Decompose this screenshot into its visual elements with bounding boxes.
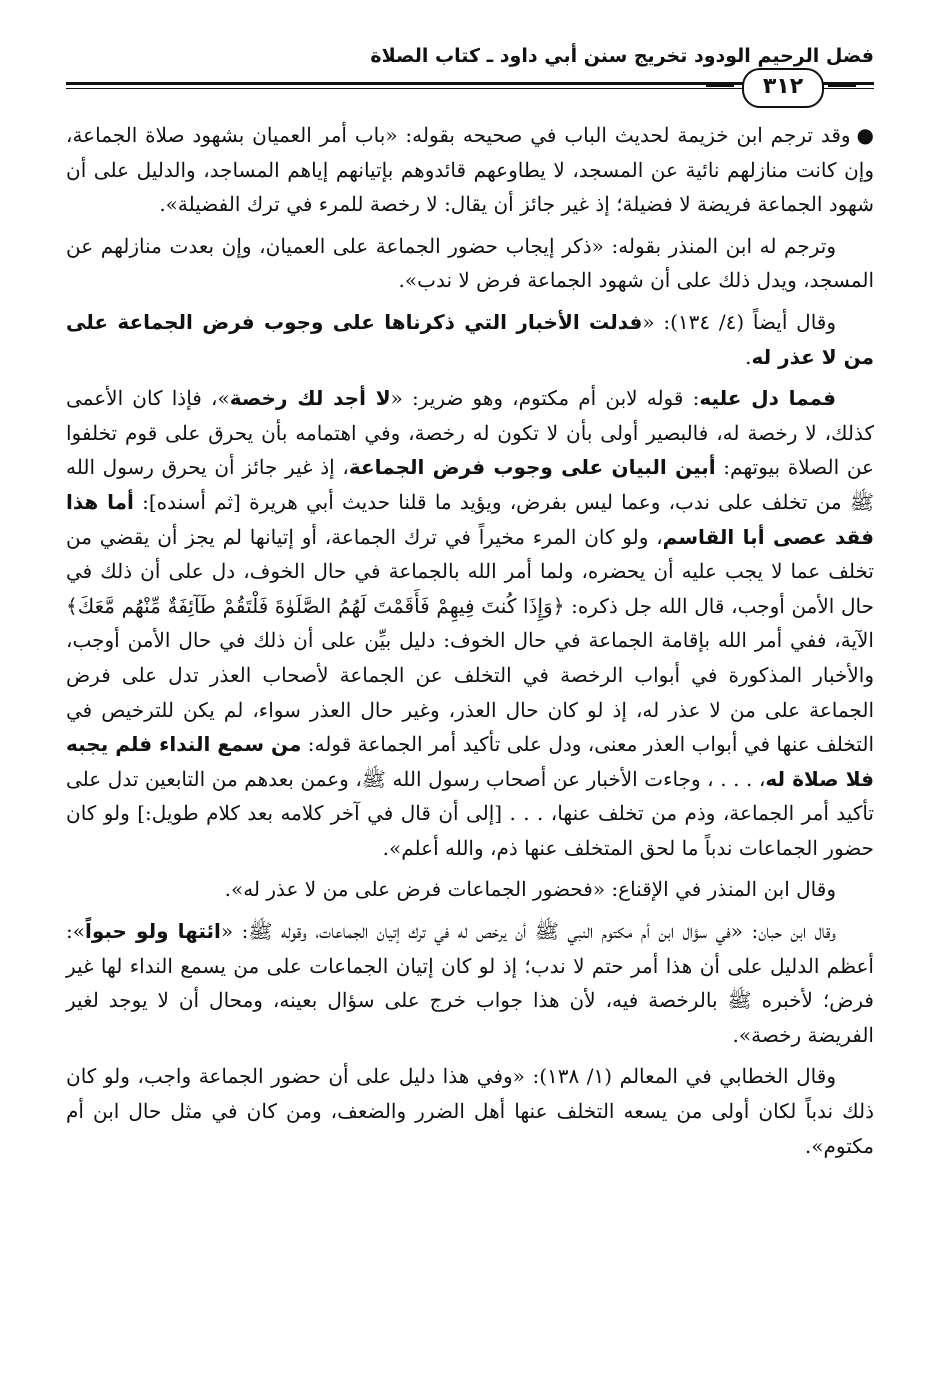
text-run: وترجم له ابن المنذر بقوله: «ذكر إيجاب حضور الجماعة على العميان، وإن بعدت منازلهم عن المسجد، ويدل ذلك على أن شهود الجماعة فرض لا ندب». xyxy=(66,233,874,293)
text-run: ، إذ غير جائز أن يحرق رسول الله ﷺ من تخلف على ندب، وعما ليس بفرض، ويؤيد ما قلنا حديث أبي هريرة [ثم أسنده]: xyxy=(66,455,874,514)
running-header-title: فضل الرحيم الودود تخريج سنن أبي داود ـ كتاب الصلاة xyxy=(370,45,874,67)
text-run: . xyxy=(745,344,752,369)
folio-ornament-left xyxy=(706,84,734,87)
paragraph xyxy=(66,229,874,298)
section-bullet-icon: ● xyxy=(856,123,874,147)
text-run: ، . . . ، وجاءت الأخبار عن أصحاب رسول الله ﷺ، وعمن بعدهم من التابعين تدل على تأكيد أمر الجماعة، وذم من تخلف عنها، . . . [إلى أن قال في آخر كلامه بعد كلام طويل:] ولو كان حضور الجماعات ندباً ما لحق المتخلف عنها ذم، والله أعلم». xyxy=(66,766,874,860)
text-run: وقال ابن حبان: «في سؤال ابن أم مكتوم النبي ﷺ أن يرخص له في ترك إتيان الجماعات، وقوله ﷺ: « xyxy=(220,919,836,944)
paragraph xyxy=(66,305,874,374)
text-run: وقال الخطابي في المعالم (١/ ١٣٨): «وفي هذا دليل على أن حضور الجماعة واجب، ولو كان ذلك ندباً لكان أولى من يسعه التخلف عنها أهل الضرر والضعف، ومن كان في مثل حال ابن أم مكتوم». xyxy=(66,1064,874,1158)
body-text xyxy=(66,118,874,1170)
text-run: ، ولو كان المرء مخيراً في ترك الجماعة، أو إتيانها لم يجز أن يقضي من تخلف عما لا يجب عليه أن يحضره، ولما أمر الله بالجماعة في حال الخوف، دل على أن ذلك في حال الأمن أوجب، قال الله جل ذكره: ﴿وَإِذَا كُنتَ فِيهِمْ فَأَقَمْتَ لَهُمُ الصَّلَوٰةَ فَلْتَقُمْ طَآئِفَةٌ مِّنْهُم مَّعَكَ﴾ الآية، ففي أمر الله بإقامة الجماعة في حال الخوف: دليل بيِّن على أن ذلك في حال الأمن أوجب، والأخبار المذكورة في أبواب الرخصة في التخلف عن الجماعة لأصحاب العذر تدل على فرض الجماعة على من لا عذر له، إذ لو كان حال العذر، وغير حال العذر سواء، لم يكن للترخيص في التخلف عنها في أبواب العذر معنى، ودل على تأكيد أمر الجماعة قوله: xyxy=(66,524,874,757)
hadith-emphasis: فمما دل عليه xyxy=(699,386,837,411)
paragraph xyxy=(66,118,874,222)
text-run: وقد ترجم ابن خزيمة لحديث الباب في صحيحه بقوله: «باب أمر العميان بشهود صلاة الجماعة، وإن كانت منازلهم نائية عن المسجد، لا يطاوعهم قائدوهم بإتيانهم إياهم المساجد، والدليل على أن شهود الجماعة فريضة لا فضيلة؛ إذ غير جائز أن يقال: لا رخصة للمرء في ترك الفضيلة». xyxy=(66,123,874,217)
text-run: : قوله لابن أم مكتوم، وهو ضرير: « xyxy=(390,386,700,411)
text-run: »، فإذا كان الأعمى كذلك، لا رخصة له، فالبصير أولى بأن لا تكون له رخصة، وفي اهتمامه بأن يحرق على قوم تخلفوا عن الصلاة بيوتهم: xyxy=(66,386,874,480)
hadith-emphasis: أما هذا فقد عصى أبا القاسم xyxy=(66,489,874,549)
text-run: وقال أيضاً (٤/ ١٣٤): « xyxy=(642,309,837,334)
folio-ornament-right xyxy=(828,84,856,87)
hadith-emphasis: أبين البيان على وجوب فرض الجماعة xyxy=(348,455,716,480)
hadith-emphasis: لا أجد لك رخصة xyxy=(229,386,391,411)
hadith-emphasis: من سمع النداء فلم يجبه فلا صلاة له xyxy=(66,732,874,791)
paragraph xyxy=(66,1059,874,1163)
hadith-emphasis: ائتها ولو حبواً xyxy=(84,919,221,944)
hadith-emphasis: فدلت الأخبار التي ذكرناها على وجوب فرض الجماعة على من لا عذر له xyxy=(66,309,874,369)
paragraph xyxy=(66,872,874,907)
text-run: »: أعظم الدليل على أن هذا أمر حتم لا ندب؛ إذ لو كان إتيان الجماعات على من يسمع النداء لها غير فرض؛ لأخبره ﷺ بالرخصة فيه، لأن هذا جواب خرج على سؤال بعينه، ومحال أن لا يوجد لغير الفريضة رخصة». xyxy=(66,919,874,1047)
paragraph xyxy=(66,914,874,1052)
text-run: وقال ابن المنذر في الإقناع: «فحضور الجماعات فرض على من لا عذر له». xyxy=(224,877,836,902)
paragraph xyxy=(66,381,874,865)
page-number: ٣١٢ xyxy=(742,68,824,108)
